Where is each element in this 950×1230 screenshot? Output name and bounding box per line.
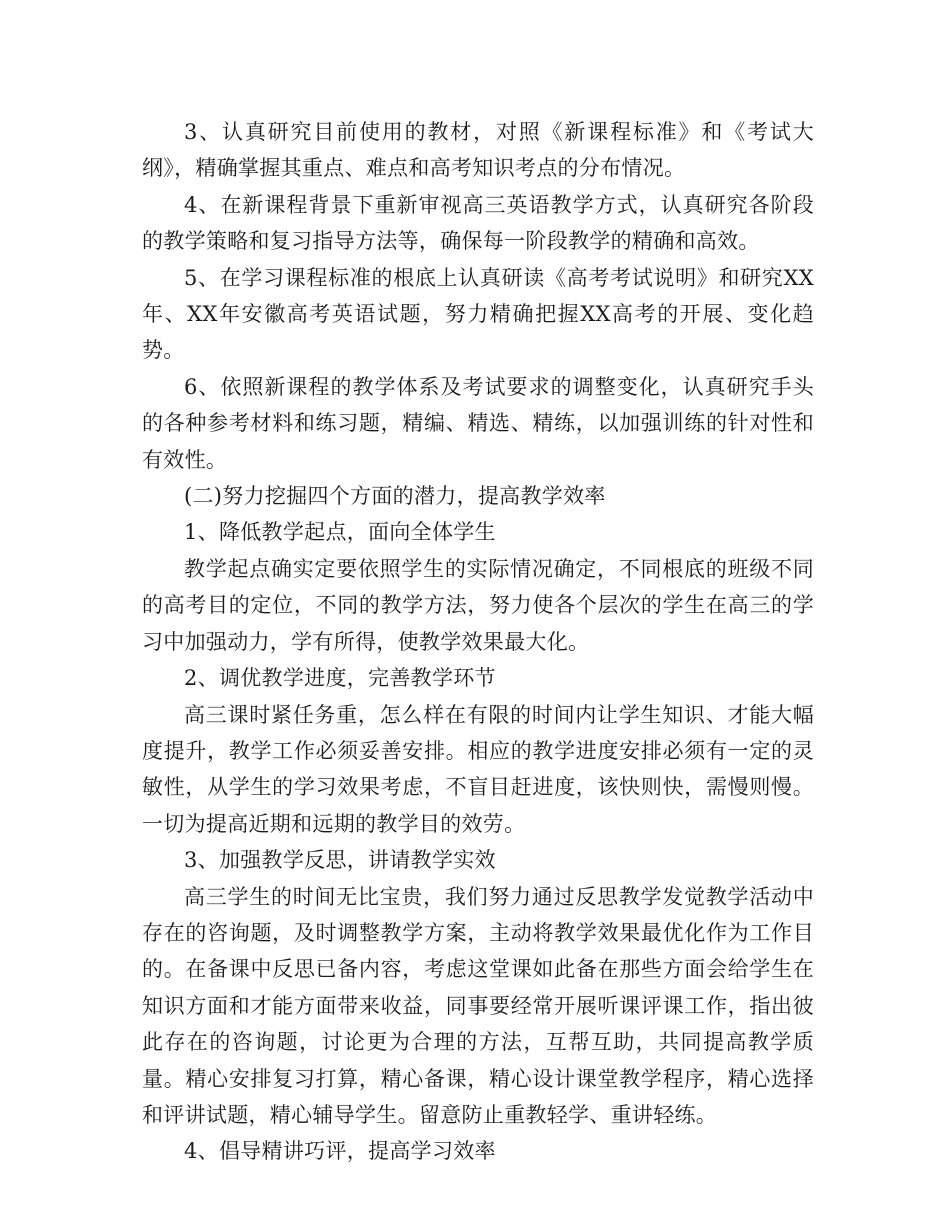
paragraph-item-4: 4、在新课程背景下重新审视高三英语教学方式，认真研究各阶段的教学策略和复习指导方法等，确保每一阶段教学的精确和高效。 [142,192,814,254]
paragraph-item-3: 3、认真研究目前使用的教材，对照《新课程标准》和《考试大纲》，精确掌握其重点、难点和高考知识考点的分布情况。 [142,120,814,181]
paragraph-body-1: 教学起点确实定要依照学生的实际情况确定，不同根底的班级不同的高考目的定位，不同的教学方法，努力使各个层次的学生在高三的学习中加强动力，学有所得，使教学效果最大化。 [142,556,814,654]
subheading-2: 2、调优教学进度，完善教学环节 [184,666,496,691]
subheading-4: 4、倡导精讲巧评，提高学习效率 [184,1139,496,1164]
paragraph-body-3: 高三学生的时间无比宝贵，我们努力通过反思教学发觉教学活动中存在的咨询题，及时调整教学方案，主动将教学效果最优化作为工作目的。在备课中反思已备内容，考虑这堂课如此备在那些方面会给学生在知识方面和才能方面带来收益，同事要经常开展听课评课工作，指出彼此存在的咨询题，讨论更为合理的方法，互帮互助，共同提高教学质量。精心安排复习打算，精心备课，精心设计课堂教学程序，精心选择和评讲试题，精心辅导学生。留意防止重教轻学、重讲轻练。 [142,884,814,1127]
paragraph-item-5: 5、在学习课程标准的根底上认真研读《高考考试说明》和研究XX年、XX年安徽高考英语试题，努力精确把握XX高考的开展、变化趋势。 [142,265,814,363]
section-heading-2: (二)努力挖掘四个方面的潜力，提高教学效率 [184,484,606,509]
document-body [142,114,814,1170]
paragraph-item-6: 6、依照新课程的教学体系及考试要求的调整变化，认真研究手头的各种参考材料和练习题，精编、精选、精练，以加强训练的针对性和有效性。 [142,374,814,472]
paragraph-body-2: 高三课时紧任务重，怎么样在有限的时间内让学生知识、才能大幅度提升，教学工作必须妥善安排。相应的教学进度安排必须有一定的灵敏性，从学生的学习效果考虑，不盲目赶进度，该快则快，需慢则慢。一切为提高近期和远期的教学目的效劳。 [142,702,814,836]
subheading-3: 3、加强教学反思，讲请教学实效 [184,848,496,873]
subheading-1: 1、降低教学起点，面向全体学生 [184,520,496,545]
